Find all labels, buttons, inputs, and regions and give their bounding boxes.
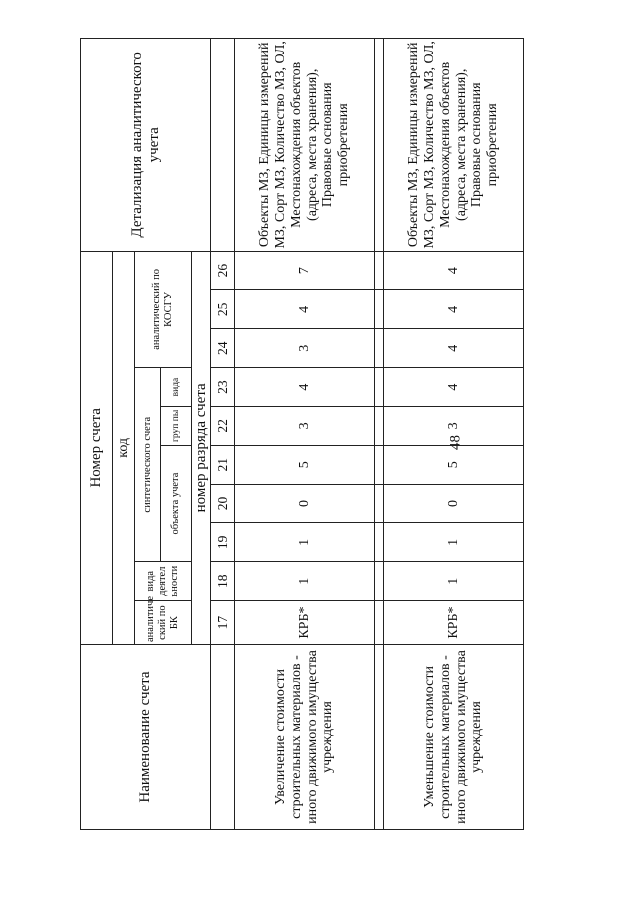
header-row-1: [81, 39, 113, 830]
row-1-d23: 4: [235, 368, 375, 407]
row-2-detail: Объекты МЗ, Единицы измерений МЗ, Сорт МЗ, Количество МЗ, ОЛ, Местонахождения объектов (адреса, места хранения), Правовые основания приобретения: [384, 39, 524, 252]
row-2-d23: 4: [384, 368, 524, 407]
row-2-d19: 1: [384, 523, 524, 562]
row-1-detail: Объекты МЗ, Единицы измерений МЗ, Сорт МЗ, Количество МЗ, ОЛ, Местонахождения объектов (адреса, места хранения), Правовые основания приобретения: [235, 39, 375, 252]
row-1-d24: 3: [235, 329, 375, 368]
header-group: груп пы: [161, 406, 192, 445]
table-row: [235, 39, 375, 830]
digit-20: 20: [211, 484, 235, 523]
row-2-d25: 4: [384, 290, 524, 329]
header-detail: Детализация аналитического учета: [81, 39, 211, 252]
row-2-d26: 4: [384, 251, 524, 290]
header-analytic-kosgu: аналитический по КОСГУ: [135, 251, 192, 368]
header-activity: вида деятел ьности: [135, 562, 192, 601]
header-account-number: Номер счета: [81, 251, 113, 644]
row-2-d24: 4: [384, 329, 524, 368]
digit-21: 21: [211, 445, 235, 484]
digit-17: 17: [211, 601, 235, 645]
header-digit-number: номер разряда счета: [192, 251, 211, 644]
row-2-d21: 5: [384, 445, 524, 484]
row-2-activity: 1: [384, 562, 524, 601]
row-1-d26: 7: [235, 251, 375, 290]
header-synthetic: синтетического счета: [135, 368, 161, 562]
page-number: 48: [447, 435, 464, 450]
digit-22: 22: [211, 406, 235, 445]
row-2-d20: 0: [384, 484, 524, 523]
row-1-d19: 1: [235, 523, 375, 562]
digit-19: 19: [211, 523, 235, 562]
digit-23: 23: [211, 368, 235, 407]
row-separator: [375, 39, 384, 830]
row-2-name: Уменьшение стоимости строительных материалов - иного движимого имущества учреждения: [384, 645, 524, 830]
header-code: код: [113, 251, 135, 644]
row-1-activity: 1: [235, 562, 375, 601]
digit-26: 26: [211, 251, 235, 290]
table-row: [384, 39, 524, 830]
row-1-d22: 3: [235, 406, 375, 445]
row-1-d25: 4: [235, 290, 375, 329]
row-1-analytic: КРБ*: [235, 601, 375, 645]
header-analytic-bk: аналитиче ский по БК: [135, 601, 192, 645]
row-1-d21: 5: [235, 445, 375, 484]
accounts-table: [80, 38, 524, 830]
digits-detail-cell: [211, 39, 235, 252]
rotated-table-frame: [80, 38, 500, 830]
header-object: объекта учета: [161, 445, 192, 561]
header-kind: вида: [161, 368, 192, 407]
digit-18: 18: [211, 562, 235, 601]
row-2-d22: 3: [384, 406, 524, 445]
document-area: [80, 38, 500, 830]
row-2-analytic: КРБ*: [384, 601, 524, 645]
digits-row: [211, 39, 235, 830]
row-1-name: Увеличение стоимости строительных материалов - иного движимого имущества учреждения: [235, 645, 375, 830]
digits-name-cell: [211, 645, 235, 830]
row-1-d20: 0: [235, 484, 375, 523]
digit-25: 25: [211, 290, 235, 329]
digit-24: 24: [211, 329, 235, 368]
header-name: Наименование счета: [81, 645, 211, 830]
